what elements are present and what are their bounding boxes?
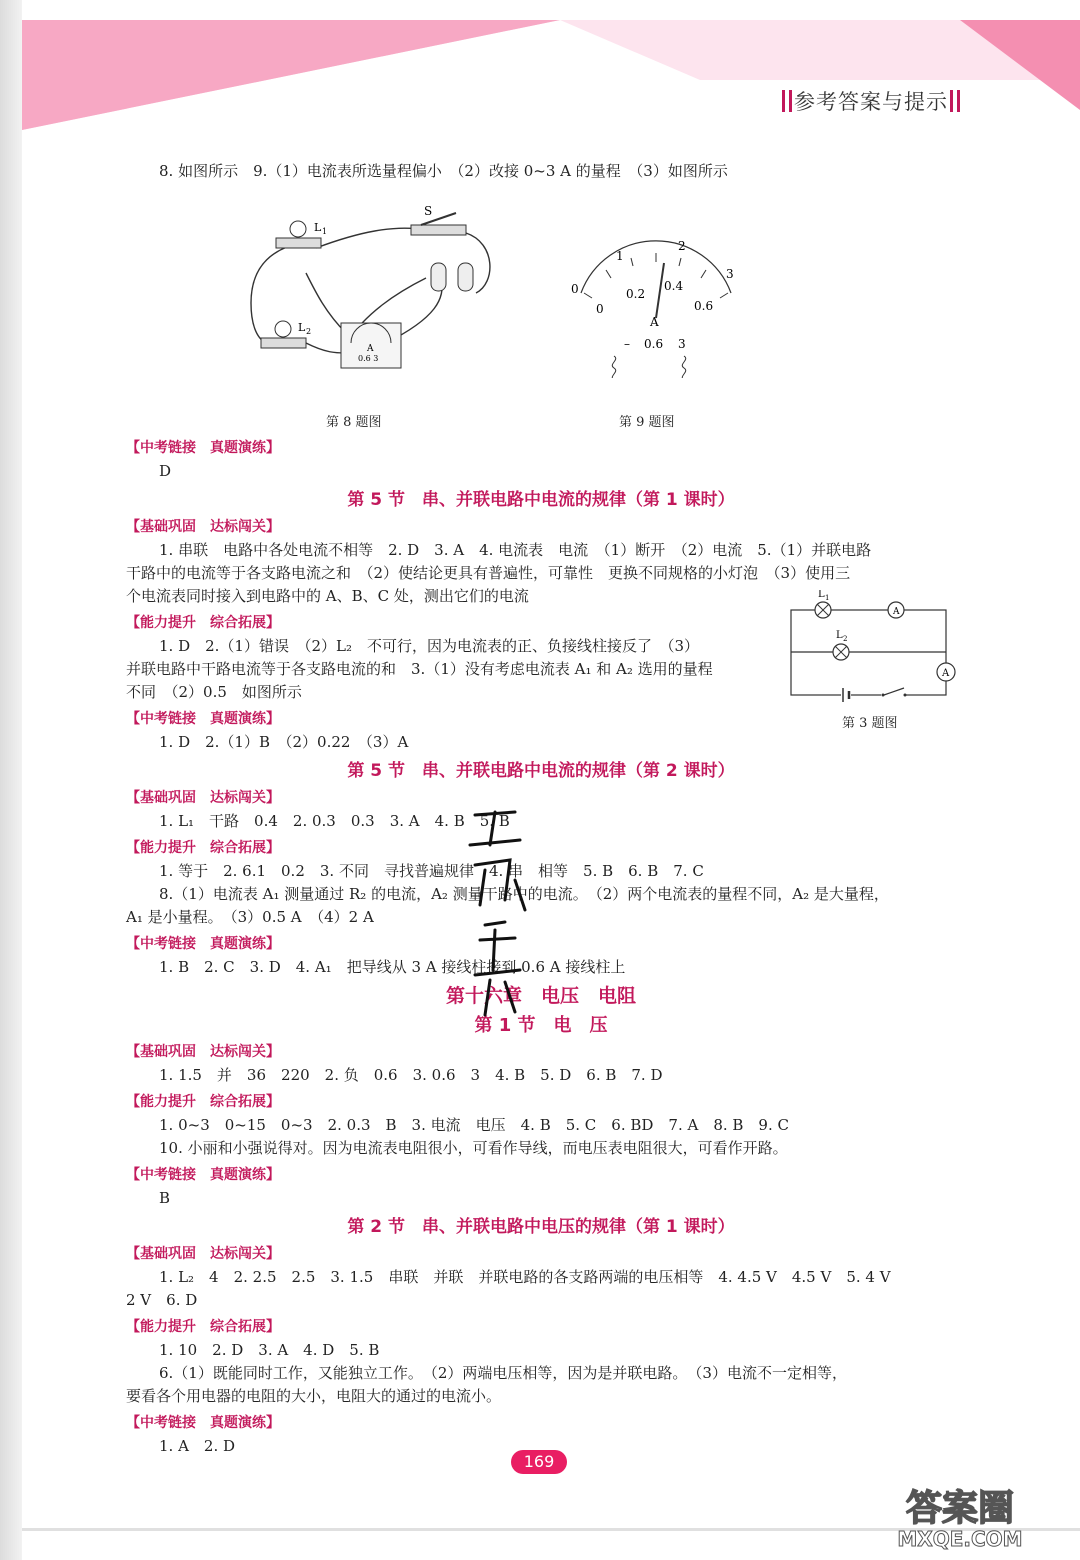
section-tag: 【中考链接 真题演练】 (126, 711, 280, 727)
section-tag: 【中考链接 真题演练】 (126, 1415, 280, 1431)
svg-text:–: – (624, 337, 630, 351)
svg-text:A: A (942, 668, 950, 679)
answer-line: D (159, 462, 172, 480)
section-tag: 【基础巩固 达标闯关】 (126, 790, 280, 806)
section-heading: 第 5 节 串、并联电路中电流的规律（第 2 课时） (347, 761, 735, 781)
svg-text:L: L (314, 221, 322, 234)
svg-text:S: S (424, 204, 433, 218)
header-title: 参考答案与提示 (780, 86, 962, 116)
answer-line: 1. 0~3 0~15 0~3 2. 0.3 B 3. 电流 电压 4. B 5. C 6. BD 7. A 8. B 9. C (159, 1116, 789, 1134)
figure-row (126, 183, 956, 433)
section-tag: 【中考链接 真题演练】 (126, 1167, 280, 1183)
svg-text:0.2: 0.2 (626, 287, 646, 301)
answer-line: 1. L₁ 干路 0.4 2. 0.3 0.3 3. A 4. B 5. B (159, 812, 510, 830)
answer-line: 1. D 2.（1）错误 （2）L₂ 不可行，因为电流表的正、负接线柱接反了 （3） (159, 637, 700, 655)
answer-line: 2 V 6. D (126, 1291, 198, 1309)
svg-text:0: 0 (596, 302, 604, 316)
section-tag: 【能力提升 综合拓展】 (126, 840, 280, 856)
section-tag: 【中考链接 真题演练】 (126, 936, 280, 952)
section-tag: 【能力提升 综合拓展】 (126, 615, 280, 631)
answer-line: 要看各个用电器的电阻的大小，电阻大的通过的电流小。 (126, 1387, 502, 1405)
svg-text:1: 1 (322, 227, 328, 236)
answer-line: A₁ 是小量程。 （3）0.5 A （4）2 A (126, 908, 374, 926)
svg-text:0.4: 0.4 (664, 279, 684, 293)
svg-text:A: A (893, 607, 900, 617)
svg-text:3: 3 (678, 337, 686, 351)
svg-text:L: L (298, 321, 306, 334)
svg-text:2: 2 (306, 327, 312, 336)
section-tag: 【基础巩固 达标闯关】 (126, 1044, 280, 1060)
svg-text:0.6 3: 0.6 3 (358, 354, 379, 363)
answer-line: 1. L₂ 4 2. 2.5 2.5 3. 1.5 串联 并联 并联电路的各支路两端的电压相等 4. 4.5 V 4.5 V 5. 4 V (159, 1268, 891, 1286)
answer-line: B (159, 1189, 171, 1207)
svg-text:1: 1 (616, 249, 624, 263)
answer-line: 1. 等于 2. 6.1 0.2 3. 不同 寻找普遍规律 4. 串 相等 5. B 6. B 7. C (159, 862, 704, 880)
figure-9-ammeter-dial (566, 238, 746, 378)
answer-line: 6.（1）既能同时工作，又能独立工作。 （2）两端电压相等，因为是并联电路。 （3）电流不一定相等， (159, 1364, 847, 1382)
answer-line: 个电流表同时接入到电路中的 A、B、C 处，测出它们的电流 (126, 587, 529, 605)
figure-9-caption: 第 9 题图 (619, 415, 675, 430)
answer-line: 1. B 2. C 3. D 4. A₁ 把导线从 3 A 接线柱接到 0.6 A 接线柱上 (159, 958, 626, 976)
figure-3-caption: 第 3 题图 (842, 716, 898, 731)
svg-text:0.6: 0.6 (694, 299, 714, 313)
svg-text:1: 1 (825, 594, 830, 602)
svg-text:2: 2 (678, 239, 686, 253)
svg-text:MXQE.COM: MXQE.COM (897, 1527, 1023, 1551)
header-decoration (0, 0, 1080, 145)
chapter-heading: 第十六章 电压 电阻 (445, 985, 636, 1007)
section-heading: 第 1 节 电 压 (474, 1015, 608, 1036)
section-tag: 【中考链接 真题演练】 (126, 440, 280, 456)
handwriting-scribble (445, 800, 545, 1020)
answer-line: 8. 如图所示 9.（1）电流表所选量程偏小 （2）改接 0~3 A 的量程 （3）如图所示 (159, 162, 728, 180)
figure-8-circuit (246, 203, 506, 383)
section-tag: 【基础巩固 达标闯关】 (126, 1246, 280, 1262)
answer-line: 1. 串联 电路中各处电流不相等 2. D 3. A 4. 电流表 电流 （1）断开 （2）电流 5.（1）并联电路 (159, 541, 872, 559)
section-heading: 第 2 节 串、并联电路中电压的规律（第 1 课时） (347, 1217, 735, 1237)
answer-line: 并联电路中干路电流等于各支路电流的和 3.（1）没有考虑电流表 A₁ 和 A₂ 选用的量程 (126, 660, 713, 678)
answer-line: 干路中的电流等于各支路电流之和 （2）使结论更具有普遍性，可靠性 更换不同规格的小灯泡 （3）使用三 (126, 564, 851, 582)
svg-text:A: A (367, 344, 374, 354)
svg-text:答案圈: 答案圈 (905, 1488, 1015, 1529)
page-number: 169 (511, 1450, 567, 1474)
svg-text:3: 3 (726, 267, 734, 281)
svg-text:2: 2 (843, 635, 848, 643)
svg-text:A: A (650, 315, 659, 329)
section-tag: 【能力提升 综合拓展】 (126, 1319, 280, 1335)
answer-line: 1. D 2.（1）B （2）0.22 （3）A (159, 733, 409, 751)
figure-8-caption: 第 8 题图 (326, 415, 382, 430)
figure-3-circuit (786, 590, 956, 705)
answer-line: 8.（1）电流表 A₁ 测量通过 R₂ 的电流，A₂ 测量干路中的电流。 （2）两个电流表的量程不同，A₂ 是大量程， (159, 885, 889, 903)
svg-text:L: L (836, 630, 843, 641)
svg-text:0: 0 (571, 282, 579, 296)
answer-line: 不同 （2）0.5 如图所示 (126, 683, 302, 701)
svg-text:L: L (818, 590, 825, 600)
answer-line: 1. A 2. D (159, 1437, 236, 1455)
section-heading: 第 5 节 串、并联电路中电流的规律（第 1 课时） (347, 490, 735, 510)
page-edge (0, 0, 22, 1560)
watermark-logo (860, 1482, 1060, 1552)
answer-line: 1. 1.5 并 36 220 2. 负 0.6 3. 0.6 3 4. B 5. D 6. B 7. D (159, 1066, 663, 1084)
svg-text:0.6: 0.6 (644, 337, 664, 351)
answer-line: 10. 小丽和小强说得对。因为电流表电阻很小，可看作导线，而电压表电阻很大，可看作开路。 (159, 1139, 788, 1157)
answer-line: 1. 10 2. D 3. A 4. D 5. B (159, 1341, 380, 1359)
section-tag: 【基础巩固 达标闯关】 (126, 519, 280, 535)
section-tag: 【能力提升 综合拓展】 (126, 1094, 280, 1110)
